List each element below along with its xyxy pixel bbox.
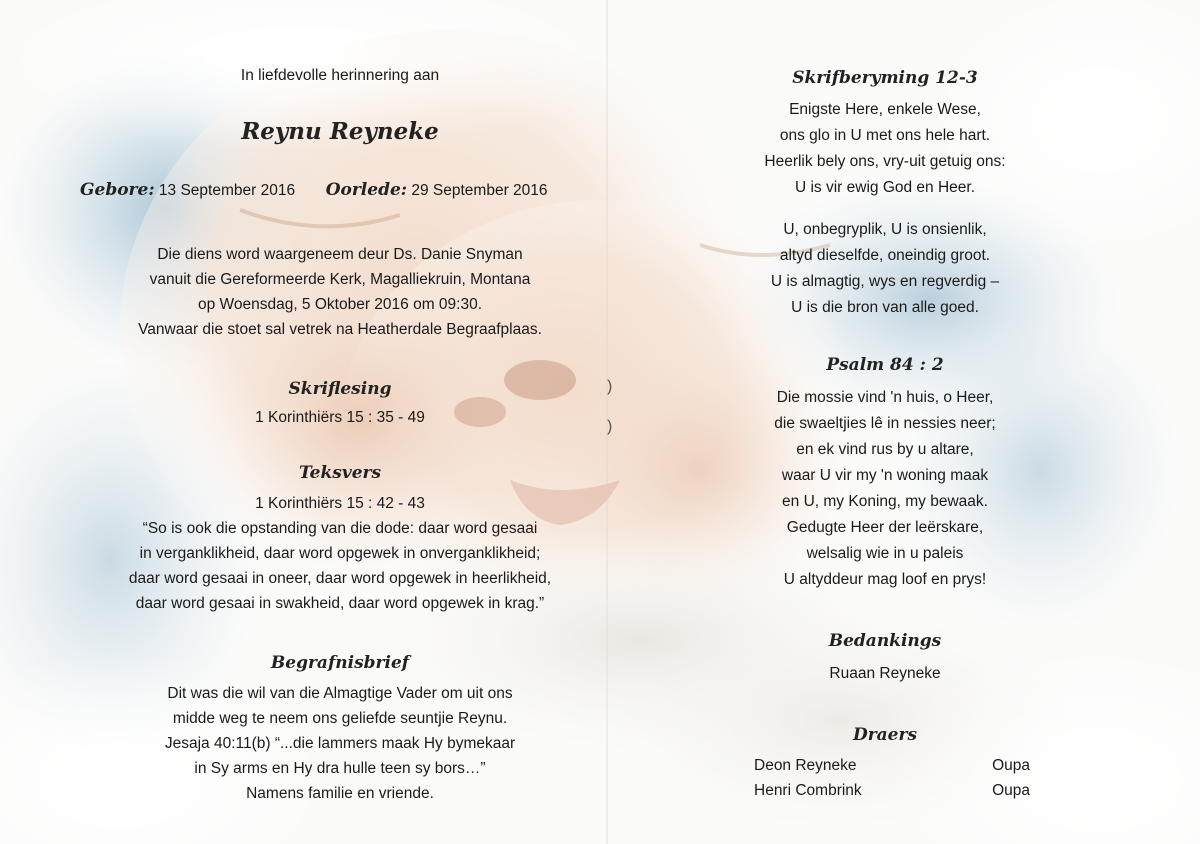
text-ref: 1 Korinthiërs 15 : 42 - 43 — [255, 495, 425, 512]
psalm-line: Gedugte Heer der leërskare, — [786, 519, 984, 536]
born-label: Gebore: — [80, 180, 155, 200]
service-line: vanuit die Gereformeerde Kerk, Magalliekruin, Montana — [149, 271, 531, 288]
died-label: Oorlede: — [325, 180, 408, 200]
letter-line: Namens familie en vriende. — [246, 785, 434, 802]
reading-ref: 1 Korinthiërs 15 : 35 - 49 — [255, 409, 425, 426]
letter-line: Jesaja 40:11(b) “...die lammers maak Hy bymekaar — [164, 735, 516, 752]
letter-title: Begrafnisbrief — [270, 653, 410, 673]
died-date: 29 September 2016 — [411, 182, 548, 199]
text-line: daar word gesaai in oneer, daar word opgewek in heerlikheid, — [128, 570, 552, 587]
text-line: daar word gesaai in swakheid, daar word opgewek in krag.” — [135, 595, 545, 612]
bearer-name: Henri Combrink — [754, 782, 862, 799]
bearer-name: Deon Reyneke — [754, 757, 857, 774]
psalm-title: Psalm 84 : 2 — [826, 355, 944, 375]
service-line: op Woensdag, 5 Oktober 2016 om 09:30. — [197, 296, 483, 313]
staple-mark: ) — [607, 378, 613, 395]
dates-line — [80, 178, 548, 203]
reading-title: Skriflesing — [288, 379, 392, 399]
psalm-line: die swaeltjies lê in nessies neer; — [774, 415, 996, 432]
hymn-line: Enigste Here, enkele Wese, — [789, 101, 981, 118]
letter-line: in Sy arms en Hy dra hulle teen sy bors…” — [194, 760, 486, 777]
hymn-line: U is vir ewig God en Heer. — [794, 179, 976, 196]
psalm-line: waar U vir my 'n woning maak — [781, 467, 989, 484]
letter-line: Dit was die wil van die Almagtige Vader om uit ons — [167, 685, 513, 702]
text-line: “So is ook die opstanding van die dode: daar word gesaai — [142, 520, 538, 537]
hymn-line: altyd dieselfde, oneindig groot. — [779, 247, 991, 264]
born-date: 13 September 2016 — [158, 182, 296, 199]
text-line: in verganklikheid, daar word opgewek in onverganklikheid; — [139, 545, 541, 562]
hymn-line: U is almagtig, wys en regverdig – — [770, 273, 1000, 290]
deceased-name: Reynu Reyneke — [241, 118, 439, 145]
bearer-relation: Oupa — [992, 782, 1030, 799]
staple-mark: ) — [607, 418, 613, 435]
service-line: Die diens word waargeneem deur Ds. Danie Snyman — [157, 246, 523, 263]
bearer-relation: Oupa — [992, 757, 1030, 774]
hymn-title: Skrifberyming 12-3 — [792, 68, 978, 88]
text-title: Teksvers — [298, 463, 382, 483]
psalm-line: en U, my Koning, my bewaak. — [782, 493, 988, 510]
psalm-line: U altyddeur mag loof en prys! — [783, 571, 987, 588]
hymn-line: Heerlik bely ons, vry-uit getuig ons: — [764, 153, 1006, 170]
thanks-name: Ruaan Reyneke — [829, 665, 941, 682]
thanks-title: Bedankings — [828, 631, 942, 651]
hymn-line: U, onbegryplik, U is onsienlik, — [783, 221, 987, 238]
service-line: Vanwaar die stoet sal vetrek na Heatherdale Begraafplaas. — [138, 321, 542, 338]
bearers-title: Draers — [852, 725, 918, 745]
letter-line: midde weg te neem ons geliefde seuntjie Reynu. — [172, 710, 508, 727]
psalm-line: welsalig wie in u paleis — [806, 545, 964, 562]
psalm-line: Die mossie vind 'n huis, o Heer, — [776, 389, 994, 406]
psalm-line: en ek vind rus by u altare, — [796, 441, 974, 458]
hymn-line: U is die bron van alle goed. — [791, 299, 979, 316]
intro-text: In liefdevolle herinnering aan — [240, 67, 440, 84]
hymn-line: ons glo in U met ons hele hart. — [779, 127, 991, 144]
